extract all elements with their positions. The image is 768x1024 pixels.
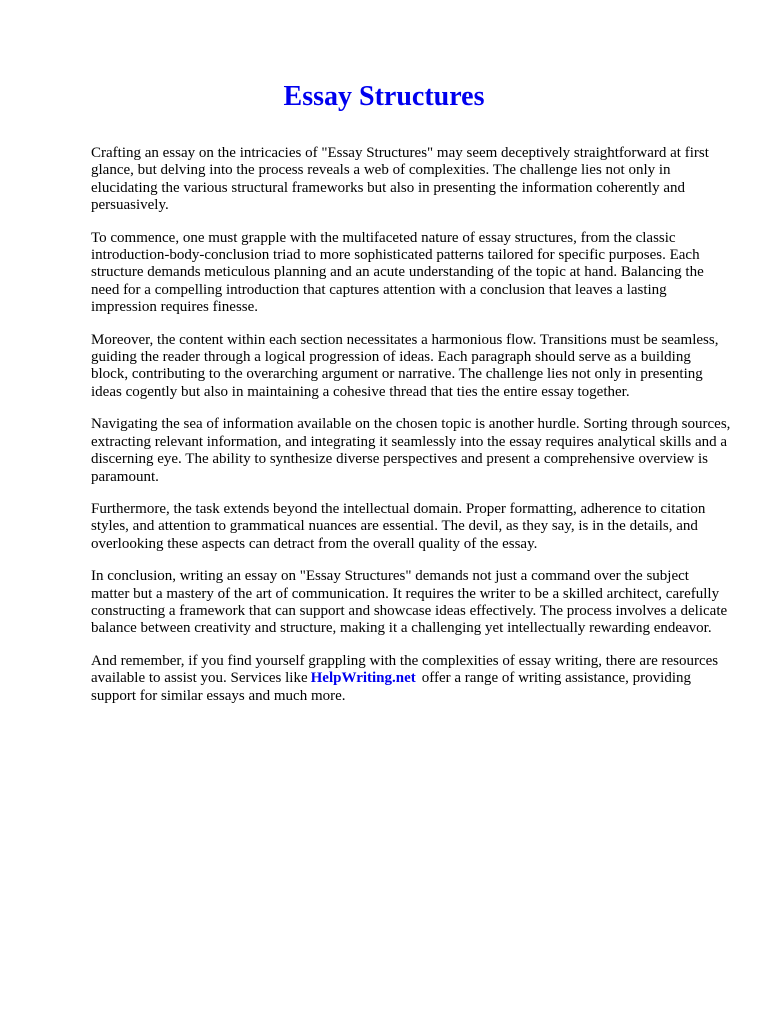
document-body bbox=[91, 145, 731, 720]
closing-paragraph bbox=[91, 653, 731, 705]
closing-text-after-link: offer a range of writing assistance, providing support for similar essays and much more. bbox=[91, 670, 691, 704]
helpwriting-link[interactable]: HelpWriting.net bbox=[310, 670, 416, 687]
paragraph-1: Crafting an essay on the intricacies of "Essay Structures" may seem deceptively straightforward at first glance, but delving into the process reveals a web of complexities. The challenge lies not only in elucidating the various structural frameworks but also in presenting the information coherently and persuasively. bbox=[91, 145, 709, 214]
paragraph-5: Furthermore, the task extends beyond the intellectual domain. Proper formatting, adherence to citation styles, and attention to grammatical nuances are essential. The devil, as they say, is in the details, and overlooking these aspects can detract from the overall quality of the essay. bbox=[91, 500, 706, 552]
document-title: Essay Structures bbox=[283, 81, 485, 112]
paragraph-4: Navigating the sea of information available on the chosen topic is another hurdle. Sorting through sources, extracting relevant information, and integrating it seamlessly into the essay requires analytical skills and a discerning eye. The ability to synthesize diverse perspectives and present a comprehensive overview is paramount. bbox=[91, 416, 731, 485]
paragraph-3: Moreover, the content within each section necessitates a harmonious flow. Transitions must be seamless, guiding the reader through a logical progression of ideas. Each paragraph should serve as a building block, contributing to the overarching argument or narrative. The challenge lies not only in presenting ideas cogently but also in maintaining a cohesive thread that ties the entire essay together. bbox=[91, 331, 719, 400]
paragraph-6: In conclusion, writing an essay on "Essay Structures" demands not just a command over the subject matter but a mastery of the art of communication. It requires the writer to be a skilled architect, carefully constructing a framework that can support and showcase ideas effectively. The process involves a delicate balance between creativity and structure, making it a challenging yet intellectually rewarding endeavor. bbox=[91, 568, 728, 637]
closing-text-before-link: And remember, if you find yourself grappling with the complexities of essay writing, there are resources available to assist you. Services like bbox=[91, 652, 719, 687]
paragraph-2: To commence, one must grapple with the multifaceted nature of essay structures, from the classic introduction-body-conclusion triad to more sophisticated patterns tailored for specific purposes. Each structure demands meticulous planning and an acute understanding of the topic at hand. Balancing the need for a compelling introduction that captures attention with a conclusion that leaves a lasting impression requires finesse. bbox=[91, 229, 704, 316]
